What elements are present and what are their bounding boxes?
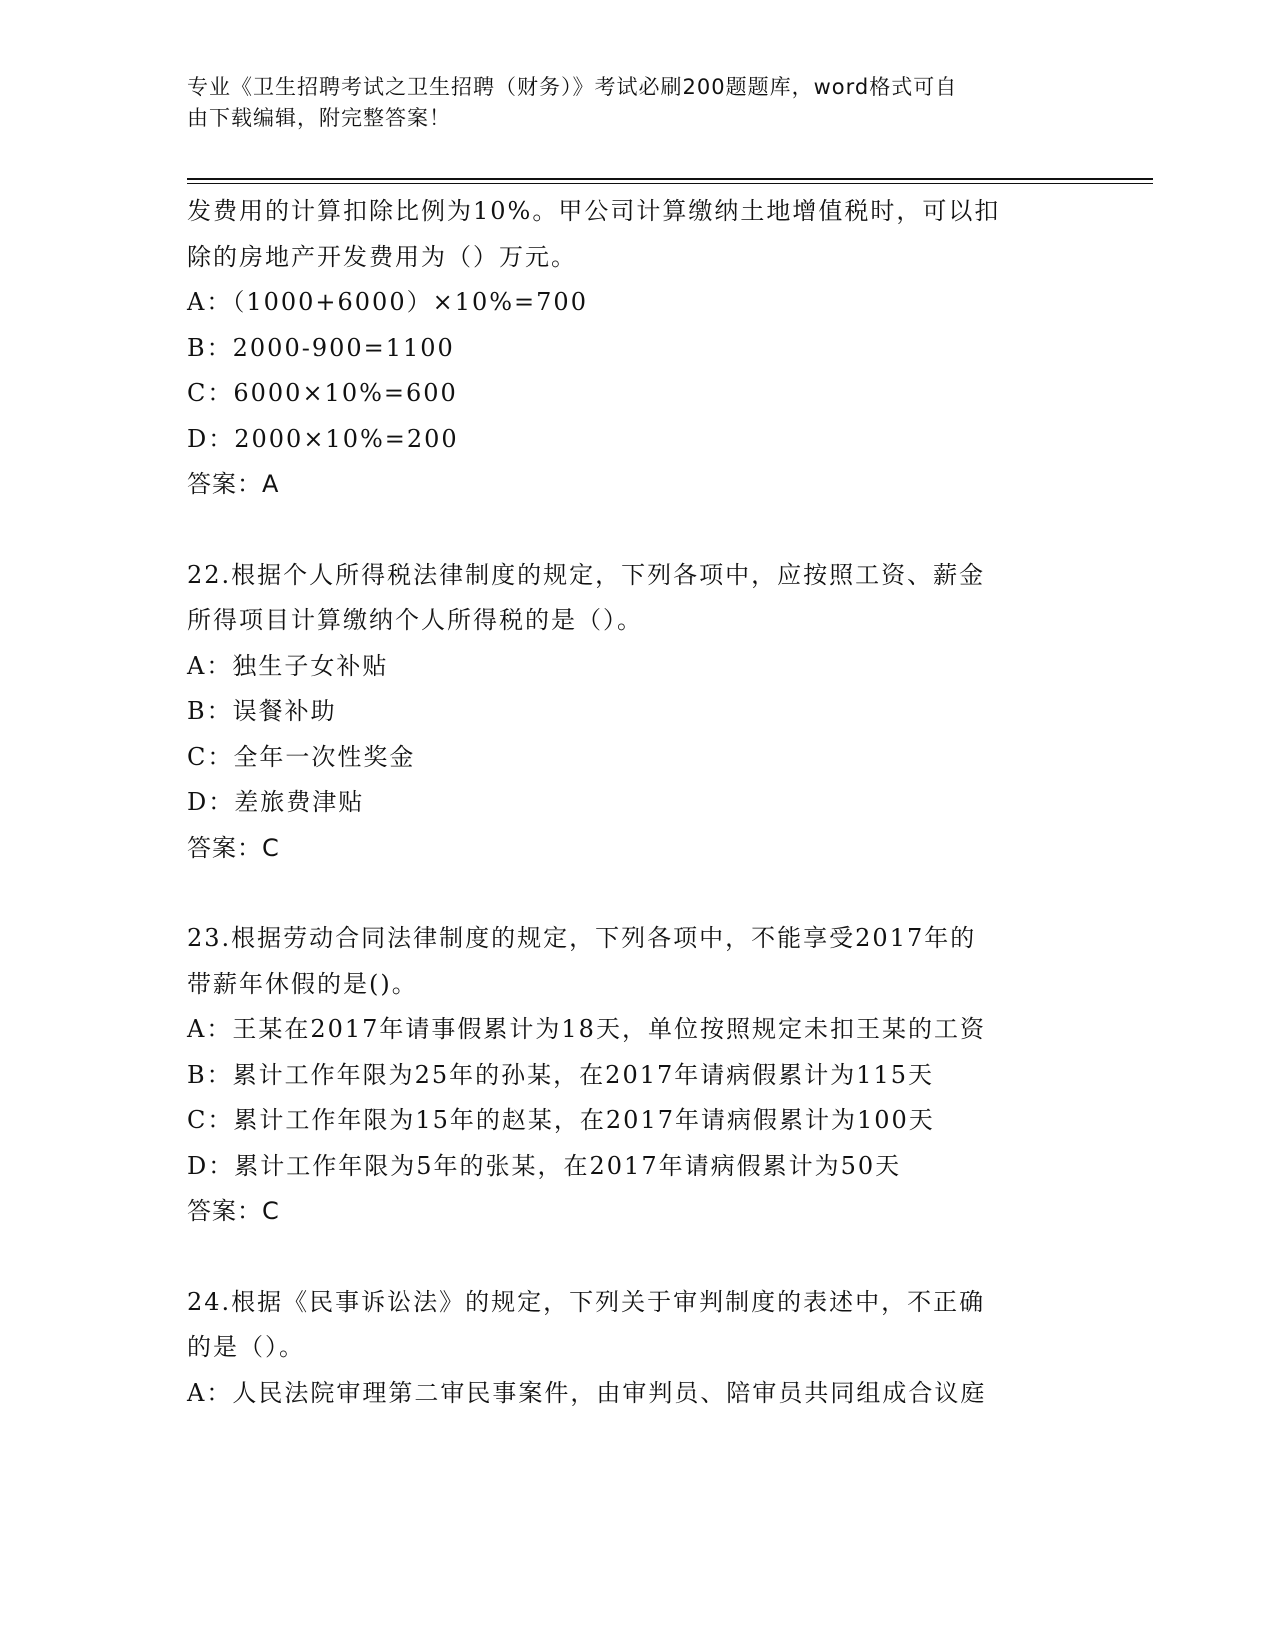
question-21: [187, 189, 1107, 508]
header-divider-thick: [187, 178, 1153, 180]
question-24: [187, 1280, 1107, 1417]
option-c: C：全年一次性奖金: [187, 742, 416, 771]
question-stem: 23.根据劳动合同法律制度的规定，下列各项中，不能享受2017年的: [187, 924, 977, 952]
question-stem: 22.根据个人所得税法律制度的规定，下列各项中，应按照工资、薪金: [187, 560, 986, 589]
option-b: B：2000-900=1100: [187, 333, 455, 362]
option-d: D：累计工作年限为5年的张某，在2017年请病假累计为50天: [187, 1151, 902, 1180]
question-stem: 除的房地产开发费用为（）万元。: [187, 242, 577, 271]
question-spacer: [187, 1235, 1107, 1280]
header-divider-thin: [187, 183, 1153, 184]
question-stem: 发费用的计算扣除比例为10%。甲公司计算缴纳土地增值税时，可以扣: [187, 197, 1001, 225]
option-b: B：误餐补助: [187, 697, 337, 725]
option-a: A：（1000+6000）×10%=700: [187, 288, 588, 316]
option-a: A：王某在2017年请事假累计为18天，单位按照规定未扣王某的工资: [187, 1015, 986, 1043]
question-spacer: [187, 871, 1107, 916]
question-list: [187, 189, 1107, 1416]
option-c: C：累计工作年限为15年的赵某，在2017年请病假累计为100天: [187, 1106, 935, 1134]
question-stem: 24.根据《民事诉讼法》的规定，下列关于审判制度的表述中，不正确: [187, 1287, 986, 1316]
option-b: B：累计工作年限为25年的孙某，在2017年请病假累计为115天: [187, 1060, 935, 1089]
answer: 答案：C: [187, 1197, 280, 1225]
question-22: [187, 553, 1107, 872]
option-d: D：2000×10%=200: [187, 424, 459, 453]
option-d: D：差旅费津贴: [187, 788, 365, 816]
answer: 答案：A: [187, 470, 280, 498]
option-a: A：人民法院审理第二审民事案件，由审判员、陪审员共同组成合议庭: [187, 1378, 987, 1407]
answer: 答案：C: [187, 833, 280, 862]
header-line-1: 专业《卫生招聘考试之卫生招聘（财务）》考试必刷200题题库，word格式可自: [187, 75, 958, 99]
document-header: [187, 72, 1087, 134]
option-c: C：6000×10%=600: [187, 379, 458, 407]
question-stem: 带薪年休假的是()。: [187, 969, 418, 998]
question-stem: 的是（）。: [187, 1333, 305, 1361]
question-stem: 所得项目计算缴纳个人所得税的是（）。: [187, 606, 643, 634]
question-23: [187, 916, 1107, 1235]
option-a: A：独生子女补贴: [187, 651, 389, 680]
header-line-2: 由下载编辑，附完整答案！: [187, 106, 451, 130]
question-spacer: [187, 508, 1107, 553]
